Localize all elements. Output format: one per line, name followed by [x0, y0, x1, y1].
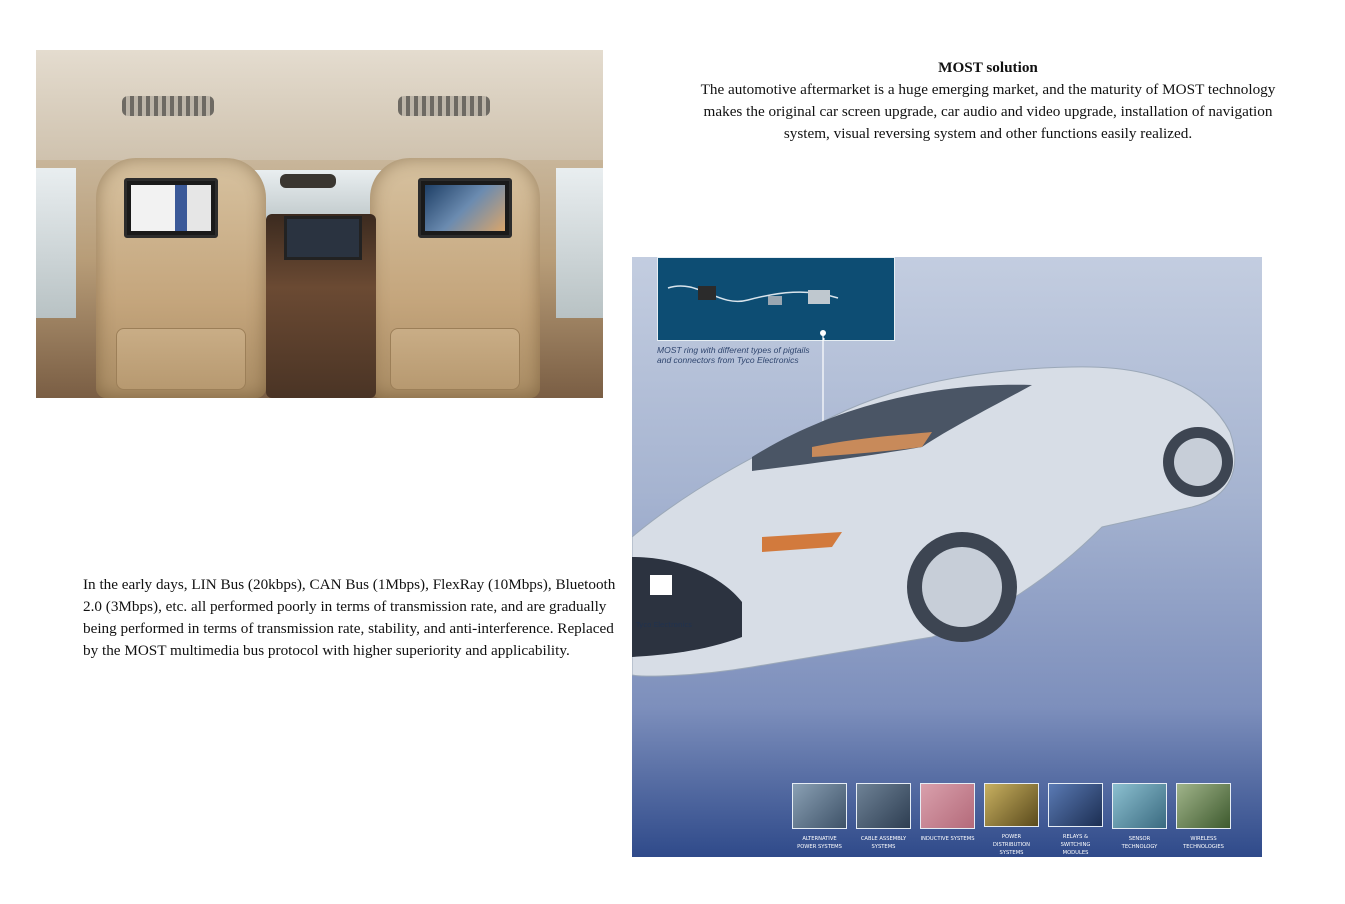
rearview-mirror	[280, 174, 336, 188]
car-interior-photo	[36, 50, 603, 398]
inset-caption: MOST ring with different types of pigtails and connectors from Tyco Electronics	[657, 345, 810, 365]
category-label: INDUCTIVE SYSTEMS	[920, 836, 975, 842]
headrest-screen-left	[124, 178, 218, 238]
category-tile	[920, 783, 975, 857]
category-tile	[856, 783, 911, 857]
car-body-drawing	[632, 257, 1262, 857]
category-tile	[792, 783, 847, 857]
center-console	[266, 214, 376, 398]
category-tile	[1112, 783, 1167, 857]
product-category-tiles	[792, 783, 1236, 857]
most-solution-block	[700, 57, 1276, 145]
category-label: ALTERNATIVE POWER SYSTEMS	[797, 836, 842, 850]
side-window-left	[36, 168, 76, 318]
navigation-screen	[284, 216, 362, 260]
roof-vent-right	[398, 96, 490, 116]
side-window-right	[556, 168, 603, 318]
category-label: SENSOR TECHNOLOGY	[1121, 836, 1158, 850]
most-solution-body: The automotive aftermarket is a huge emerging market, and the maturity of MOST technology makes the original car screen upgrade, car audio and video upgrade, installation of navigation system, visual reversing system and other functions easily realized.	[700, 81, 1276, 142]
category-label: CABLE ASSEMBLY SYSTEMS	[860, 836, 907, 850]
roof-vent-left	[122, 96, 214, 116]
headrest-screen-right	[418, 178, 512, 238]
tyco-badge: Tyco Electronics	[636, 621, 692, 629]
category-tile	[1048, 783, 1103, 857]
car-exterior-illustration	[632, 257, 1262, 857]
category-tile	[984, 783, 1039, 857]
category-tile	[1176, 783, 1231, 857]
category-label: RELAYS & SWITCHING MODULES	[1060, 834, 1091, 856]
category-label: WIRELESS TECHNOLOGIES	[1183, 836, 1224, 850]
category-label: POWER DISTRIBUTION SYSTEMS	[992, 834, 1031, 856]
early-days-paragraph: In the early days, LIN Bus (20kbps), CAN Bus (1Mbps), FlexRay (10Mbps), Bluetooth 2.0 (3Mbps), etc. all performed poorly in terms of transmission rate, and are gradually being performed in terms of transmission rate, stability, and anti-interference. Replaced by the MOST multimedia bus protocol with higher superiority and applicability.	[83, 576, 616, 659]
most-solution-title: MOST solution	[938, 59, 1038, 76]
